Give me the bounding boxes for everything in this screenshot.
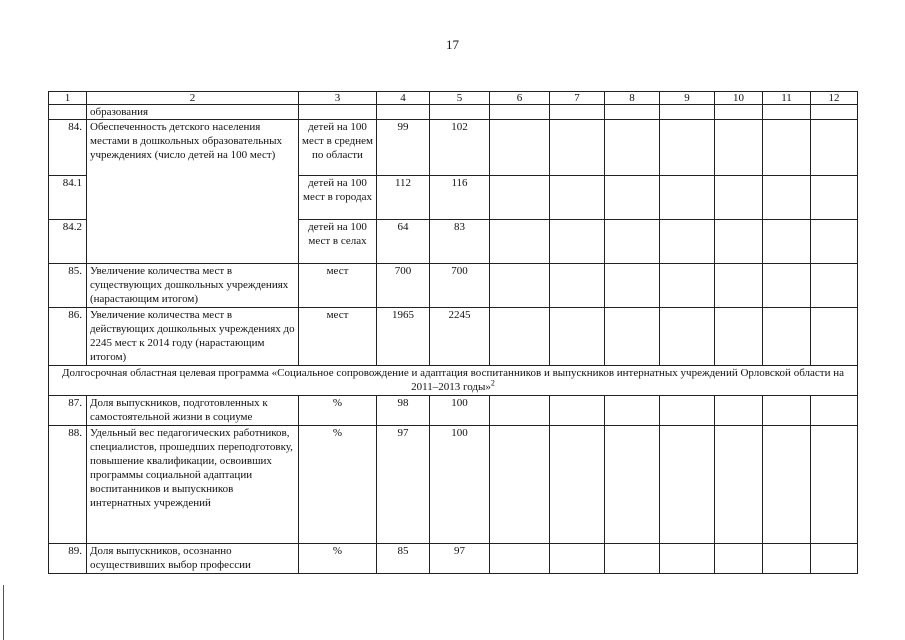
unit-cell: детей на 100 мест в городах [299, 176, 377, 220]
indicator-name: Обеспеченность детского населения местами в дошкольных образовательных учреждениях (число детей на 100 мест) [87, 120, 299, 264]
value-col5: 100 [430, 396, 490, 426]
value-col4: 112 [377, 176, 430, 220]
table-row [49, 396, 858, 426]
table-row [49, 120, 858, 176]
unit-cell: % [299, 544, 377, 574]
header-cell: 9 [660, 92, 715, 105]
table-row [49, 544, 858, 574]
unit-cell: мест [299, 308, 377, 366]
unit-cell: детей на 100 мест в среднем по области [299, 120, 377, 176]
header-cell: 4 [377, 92, 430, 105]
value-col4: 85 [377, 544, 430, 574]
header-cell: 12 [811, 92, 858, 105]
header-cell: 3 [299, 92, 377, 105]
value-col5: 97 [430, 544, 490, 574]
table-row [49, 308, 858, 366]
header-cell: 7 [550, 92, 605, 105]
unit-cell: детей на 100 мест в селах [299, 220, 377, 264]
value-col4: 700 [377, 264, 430, 308]
value-col4: 97 [377, 426, 430, 544]
value-col5: 700 [430, 264, 490, 308]
header-cell: 10 [715, 92, 763, 105]
value-col5: 100 [430, 426, 490, 544]
row-number: 87. [49, 396, 87, 426]
header-row [49, 92, 858, 105]
value-col5: 2245 [430, 308, 490, 366]
indicators-table [48, 91, 858, 574]
indicator-name: Удельный вес педагогических работников, специалистов, прошедших переподготовку, повышение квалификации, освоивших программы социальной адаптации воспитанников и выпускников интернатных учреждений [87, 426, 299, 544]
value-col5: 102 [430, 120, 490, 176]
value-col4: 1965 [377, 308, 430, 366]
value-col4: 98 [377, 396, 430, 426]
value-col5: 83 [430, 220, 490, 264]
program-title-cell [49, 366, 858, 396]
value-col4: 64 [377, 220, 430, 264]
page-edge-line [3, 585, 4, 640]
indicator-name: Доля выпускников, подготовленных к самостоятельной жизни в социуме [87, 396, 299, 426]
value-col4: 99 [377, 120, 430, 176]
indicator-name: Доля выпускников, осознанно осуществивших выбор профессии [87, 544, 299, 574]
row-number: 85. [49, 264, 87, 308]
table-row [49, 426, 858, 544]
indicator-name: образования [87, 105, 299, 120]
row-number: 84.1 [49, 176, 87, 220]
row-number: 86. [49, 308, 87, 366]
row-number: 88. [49, 426, 87, 544]
row-number: 89. [49, 544, 87, 574]
table-row [49, 264, 858, 308]
header-cell: 1 [49, 92, 87, 105]
program-row [49, 366, 858, 396]
footnote-mark: 2 [490, 378, 495, 388]
program-title: Долгосрочная областная целевая программа «Социальное сопровождение и адаптация воспитанников и выпускников интернатных учреждений Орловской области на 2011–2013 годы» [62, 367, 844, 393]
header-cell: 2 [87, 92, 299, 105]
value-col5: 116 [430, 176, 490, 220]
indicator-name: Увеличение количества мест в существующих дошкольных учреждениях (нарастающим итогом) [87, 264, 299, 308]
indicator-name: Увеличение количества мест в действующих дошкольных учреждениях до 2245 мест к 2014 году (нарастающим итогом) [87, 308, 299, 366]
header-cell: 6 [490, 92, 550, 105]
unit-cell: % [299, 396, 377, 426]
header-cell: 8 [605, 92, 660, 105]
unit-cell: % [299, 426, 377, 544]
unit-cell: мест [299, 264, 377, 308]
header-cell: 11 [763, 92, 811, 105]
table-row [49, 105, 858, 120]
header-cell: 5 [430, 92, 490, 105]
page-number: 17 [446, 37, 459, 52]
row-number: 84.2 [49, 220, 87, 264]
row-number: 84. [49, 120, 87, 176]
